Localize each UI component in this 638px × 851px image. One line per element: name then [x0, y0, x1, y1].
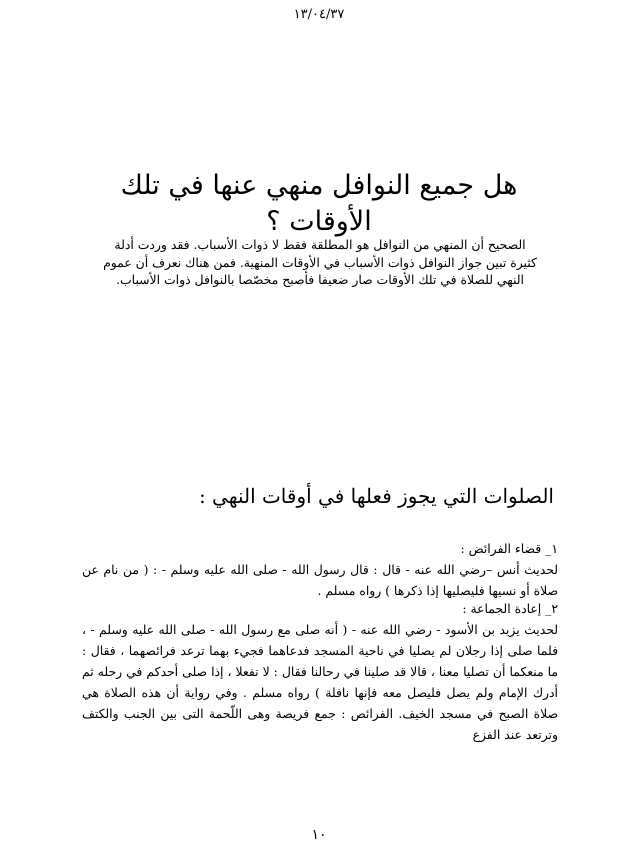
page-title: هل جميع النوافل منهي عنها في تلك الأوقات ؟ — [120, 170, 518, 237]
list-item — [82, 538, 558, 601]
list-item — [82, 598, 558, 745]
section-heading: الصلوات التي يجوز فعلها في أوقات النهي : — [198, 484, 554, 508]
intro-paragraph: الصحيح أن المنهي من النوافل هو المطلقة فقط لا ذوات الأسباب. فقد وردت أدلة كثيرة تبين جواز النوافل ذوات الأسباب في الأوقات المنهية. فمن هناك نعرف أن عموم النهي للصلاة في تلك الأوقات صار ضعيفا فأصبح مخصّصا بالنوافل ذوات الأسباب. — [103, 237, 537, 287]
item-text: لحديث يزيد بن الأسود - رضي الله عنه - ( أنه صلى مع رسول الله - صلى الله عليه وسلم - ، فلما صلى إذا رجلان لم يصليا في ناحية المسجد فدعاهما فجيء بهما ترعد فرائصهما ، فقال : ما منعكما أن تصليا معنا ، قالا قد صلينا في رحالنا فقال : لا تفعلا ، إذا صلى أحدكم في رحله ثم أدرك الإمام ولم يصل فليصل معه فإنها نافلة ) رواه مسلم . وفي رواية أن هذه الصلاة هي صلاة الصبح في مسجد الخيف. الفرائص : جمع فريصة وهى اللّحمة التى بين الجنب والكتف وترتعد عند الفزع — [82, 622, 558, 742]
item-label: ٢_ إعادة الجماعة : — [462, 601, 558, 616]
item-text: لحديث أنس –رضي الله عنه - قال : قال رسول الله - صلى الله عليه وسلم - : ( من نام عن صلاة أو نسيها فليصليها إذا ذكرها ) رواه مسلم . — [82, 562, 558, 598]
item-label: ١_ قضاء الفرائض : — [460, 541, 558, 556]
page-reference: ١٣/٠٤/٣٧ — [293, 7, 345, 22]
page-number: ١٠ — [311, 827, 327, 843]
